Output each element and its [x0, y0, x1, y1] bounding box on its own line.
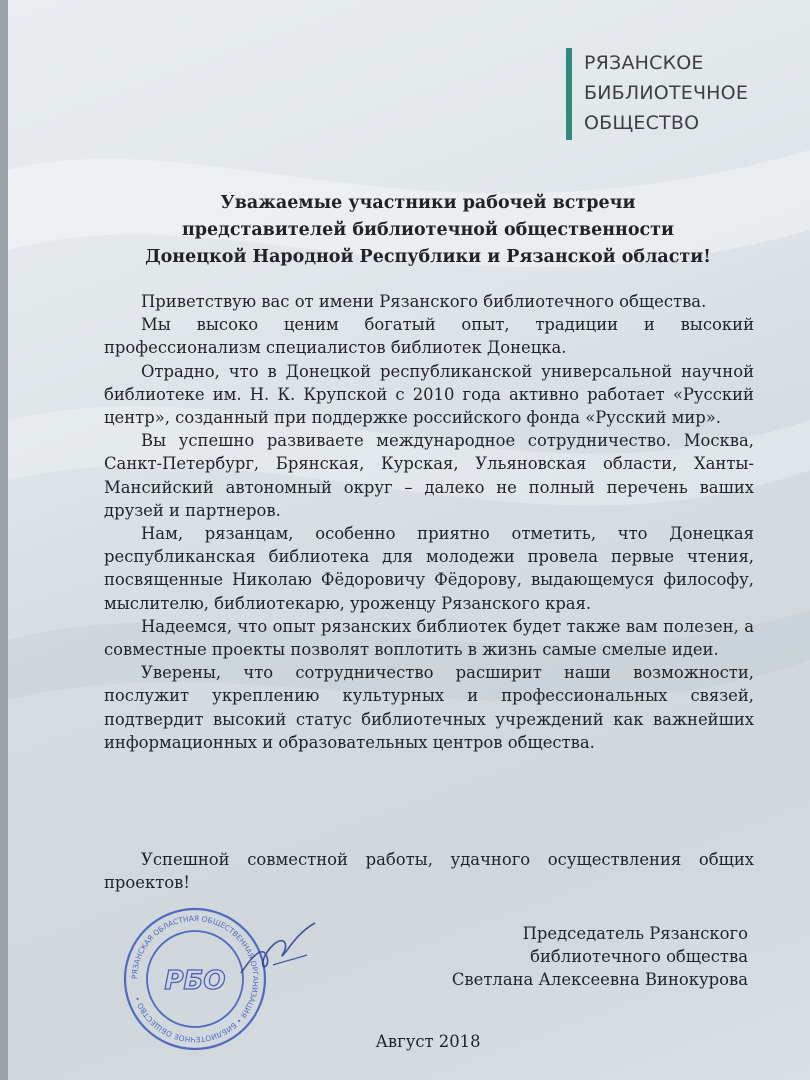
handwritten-signature [233, 915, 323, 985]
letter-date: Август 2018 [375, 1032, 481, 1051]
logo-line: БИБЛИОТЕЧНОЕ [584, 82, 749, 104]
letter-page [8, 0, 810, 1080]
body-paragraph: Вы успешно развиваете международное сотрудничество. Москва, Санкт-Петербург, Брянская, Курская, Ульяновская области, Ханты-Мансийский автономный округ – далеко не полный перечень ваших друзей и партнеров. [104, 431, 754, 520]
stamp-center-text: РБО [164, 966, 226, 996]
organization-logo [566, 48, 748, 140]
logo-text [584, 48, 748, 140]
body-paragraph: Мы высоко ценим богатый опыт, традиции и высокий профессионализм специалистов библиотек Донецка. [104, 315, 754, 358]
body-paragraph: Уверены, что сотрудничество расширит наши возможности, послужит укреплению культурных и профессиональных связей, подтвердит высокий статус библиотечных учреждений как важнейших информационных и образовательных центров общества. [104, 663, 754, 752]
body-paragraph: Отрадно, что в Донецкой республиканской универсальной научной библиотеке им. Н. К. Крупской с 2010 года активно работает «Русский центр», созданный при поддержке российского фонда «Русский мир». [104, 361, 754, 428]
signer-name: Светлана Алексеевна Винокурова [451, 970, 748, 990]
body-paragraph: Надеемся, что опыт рязанских библиотек будет также вам полезен, а совместные проекты позволят воплотить в жизнь самые смелые идеи. [104, 616, 754, 660]
logo-line: РЯЗАНСКОЕ [584, 52, 704, 74]
closing-wish: Успешной совместной работы, удачного осуществления общих проектов! [104, 850, 754, 893]
heading-line: Уважаемые участники рабочей встречи [220, 193, 636, 213]
letter-heading [108, 190, 748, 271]
logo-accent-bar [566, 48, 572, 140]
body-paragraph: Нам, рязанцам, особенно приятно отметить, что Донецкая республиканская библиотека для молодежи провела первые чтения, посвященные Николаю Фёдоровичу Фёдорову, выдающемуся философу, мыслителю, библиотекарю, уроженцу Рязанского края. [104, 524, 754, 613]
body-paragraph: Приветствую вас от имени Рязанского библиотечного общества. [141, 292, 707, 311]
stamp-ring-text: РЯЗАНСКАЯ ОБЛАСТНАЯ ОБЩЕСТВЕННАЯ ОРГАНИЗАЦИЯ • БИБЛИОТЕЧНОЕ ОБЩЕСТВО • [129, 913, 261, 1045]
signer-title: Председатель Рязанского [522, 924, 748, 943]
heading-line: представителей библиотечной общественности [182, 220, 674, 240]
signer-title: библиотечного общества [530, 947, 748, 967]
signature-block [408, 922, 748, 992]
letter-body [104, 290, 754, 754]
heading-line: Донецкой Народной Республики и Рязанской области! [145, 247, 711, 267]
logo-line: ОБЩЕСТВО [584, 112, 700, 134]
